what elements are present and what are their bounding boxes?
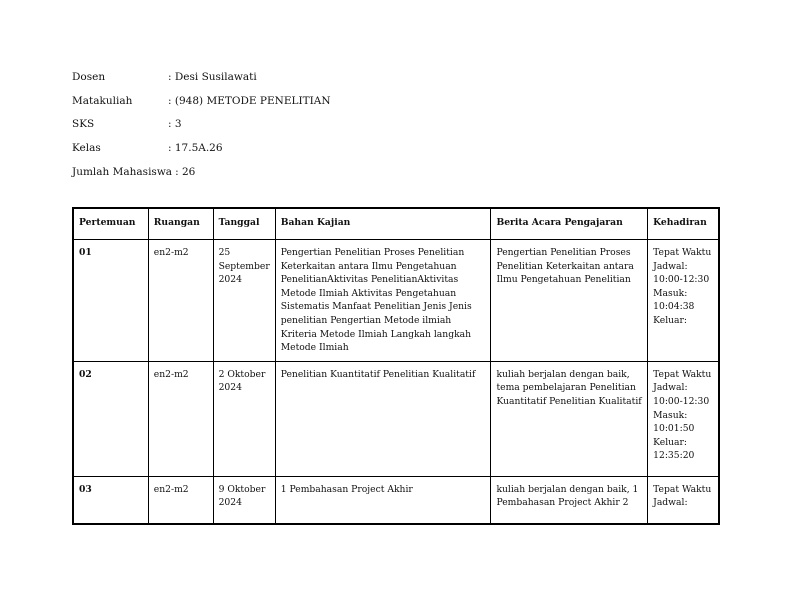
kelas-label: Kelas	[72, 142, 101, 155]
kelas-row	[72, 141, 331, 165]
header-pertemuan: Pertemuan	[73, 208, 148, 240]
kehadiran-masuk-value: 10:04:38	[653, 301, 695, 313]
cell-berita-acara: kuliah berjalan dengan baik, tema pembelajaran Penelitian Kuantitatif Penelitian Kualitatif	[491, 361, 648, 476]
sks-value: : 3	[168, 118, 182, 131]
kehadiran-jadwal-label: Jadwal:	[653, 260, 688, 272]
header-bahan-kajian: Bahan Kajian	[275, 208, 491, 240]
header-ruangan: Ruangan	[148, 208, 213, 240]
kehadiran-masuk-value: 10:01:50	[653, 423, 695, 435]
kehadiran-status: Tepat Waktu	[653, 247, 712, 258]
header-berita-acara: Berita Acara Pengajaran	[491, 208, 648, 240]
kehadiran-masuk-label: Masuk:	[653, 287, 688, 299]
cell-tanggal: 25 September 2024	[213, 240, 275, 362]
cell-bahan-kajian: 1 Pembahasan Project Akhir	[275, 476, 491, 524]
cell-pertemuan: 01	[73, 240, 148, 362]
dosen-label: Dosen	[72, 71, 106, 83]
table-header-row	[73, 208, 719, 240]
kehadiran-keluar-label: Keluar:	[653, 314, 688, 326]
cell-berita-acara: Pengertian Penelitian Proses Penelitian Keterkaitan antara Ilmu Pengetahuan Penelitian	[491, 240, 648, 362]
table-row	[73, 476, 719, 524]
matakuliah-label: Matakuliah	[72, 94, 133, 107]
cell-berita-acara: kuliah berjalan dengan baik, 1 Pembahasan Project Akhir 2	[491, 476, 648, 524]
cell-pertemuan: 02	[73, 361, 148, 476]
table-row	[73, 361, 719, 476]
sks-label: SKS	[72, 118, 95, 131]
cell-kehadiran	[648, 476, 719, 524]
jumlah-row	[72, 165, 331, 189]
matakuliah-value: : (948) METODE PENELITIAN	[168, 94, 331, 107]
cell-bahan-kajian: Pengertian Penelitian Proses Penelitian Keterkaitan antara Ilmu Pengetahuan PenelitianAktivitas PenelitianAktivitas Metode Ilmiah Aktivitas Pengetahuan Sistematis Manfaat Penelitian Jenis Jenis penelitian Pengertian Metode ilmiah Kriteria Metode Ilmiah Langkah langkah Metode Ilmiah	[275, 240, 491, 362]
kehadiran-status: Tepat Waktu	[653, 368, 712, 380]
cell-ruangan: en2-m2	[148, 240, 213, 362]
schedule-table	[72, 207, 720, 525]
cell-ruangan: en2-m2	[148, 361, 213, 476]
kehadiran-jadwal-label: Jadwal:	[653, 497, 688, 509]
dosen-row	[72, 70, 331, 94]
matakuliah-row	[72, 94, 331, 118]
kelas-value: : 17.5A.26	[168, 142, 223, 155]
jumlah-label: Jumlah Mahasiswa	[72, 165, 173, 178]
dosen-value: : Desi Susilawati	[168, 71, 257, 83]
kehadiran-jadwal-value: 10:00-12:30	[653, 395, 710, 407]
kehadiran-jadwal-value: 10:00-12:30	[653, 274, 710, 286]
cell-ruangan: en2-m2	[148, 476, 213, 524]
cell-tanggal: 2 Oktober 2024	[213, 361, 275, 476]
table-row	[73, 240, 719, 362]
cell-tanggal: 9 Oktober 2024	[213, 476, 275, 524]
header-tanggal: Tanggal	[213, 208, 275, 240]
sks-row	[72, 117, 331, 141]
cell-pertemuan: 03	[73, 476, 148, 524]
cell-bahan-kajian: Penelitian Kuantitatif Penelitian Kualitatif	[275, 361, 491, 476]
cell-kehadiran	[648, 240, 719, 362]
header-kehadiran: Kehadiran	[648, 208, 719, 240]
kehadiran-jadwal-label: Jadwal:	[653, 382, 688, 394]
kehadiran-keluar-value: 12:35:20	[653, 450, 695, 462]
kehadiran-masuk-label: Masuk:	[653, 409, 688, 421]
jumlah-value: : 26	[175, 165, 196, 178]
course-info	[72, 70, 331, 188]
kehadiran-status: Tepat Waktu	[653, 483, 712, 495]
kehadiran-keluar-label: Keluar:	[653, 436, 688, 448]
cell-kehadiran	[648, 361, 719, 476]
